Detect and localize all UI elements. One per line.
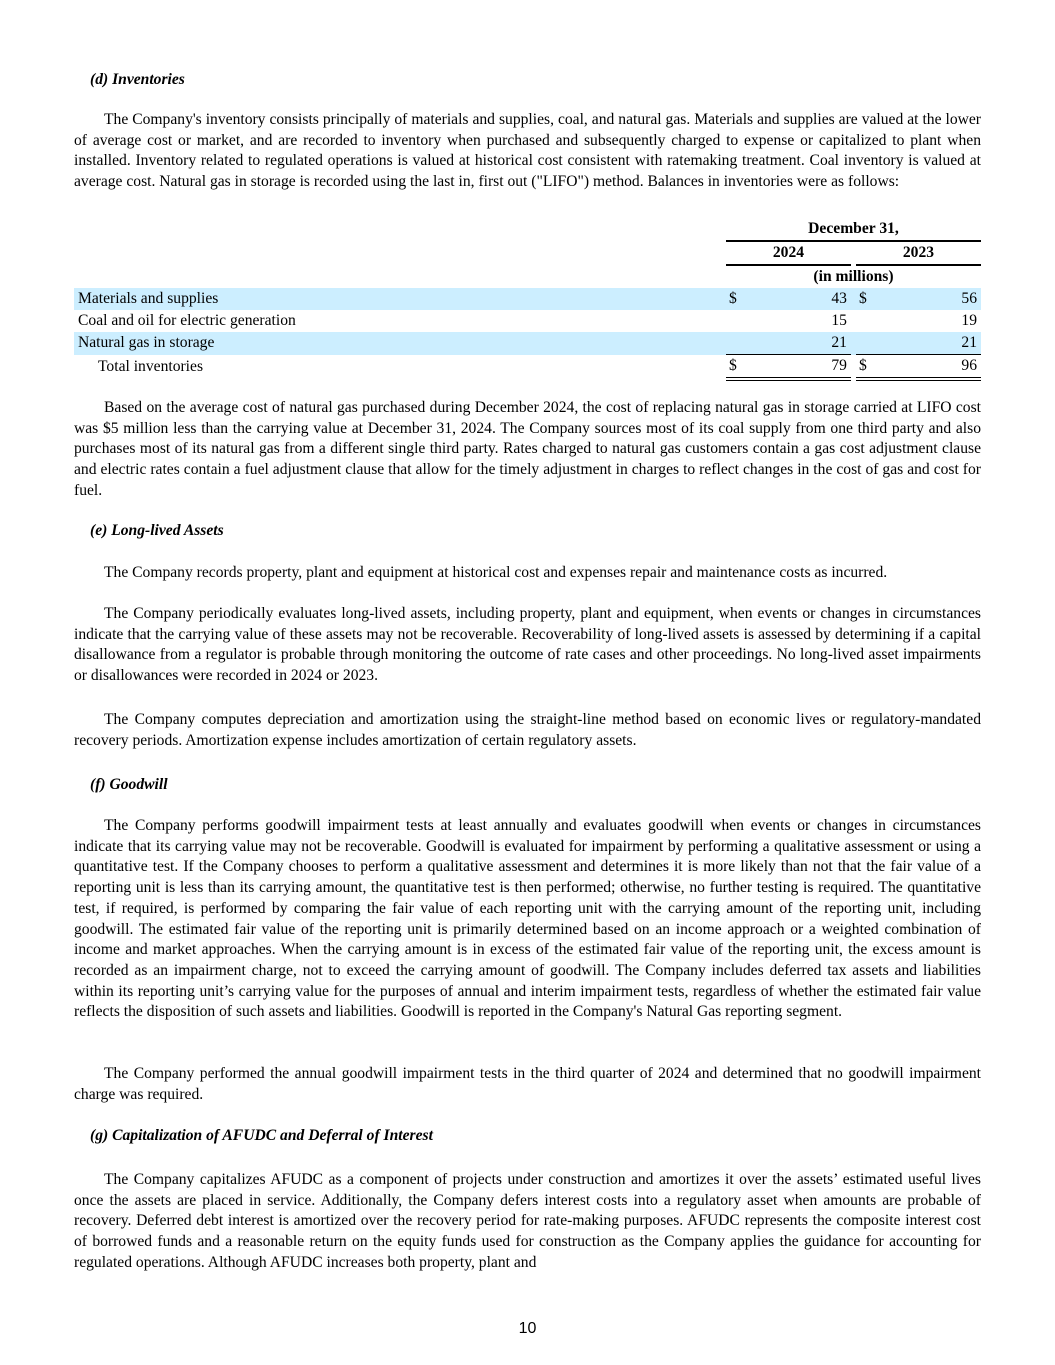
value-2024: 43 (745, 288, 851, 310)
paragraph: The Company's inventory consists principally of materials and supplies, coal, and natural gas. Materials and supplies are valued at the lower of average cost or market, and are recorded to inventory when purchased and subsequently charged to expense or capitalized to plant when installed. Inventory related to regulated operations is valued at historical cost consistent with ratemaking treatment. Coal inventory is valued at average cost. Natural gas in storage is recorded using the last in, first out ("LIFO") method. Balances in inventories were as follows: (74, 111, 981, 191)
paragraph: Based on the average cost of natural gas purchased during December 2024, the cost of replacing natural gas in storage carried at LIFO cost was $5 million less than the carrying value at December 31, 2024. The Company sources most of its coal supply from one third party and also purchases most of its natural gas from a different single third party. Rates charged to natural gas customers contain a gas cost adjustment clause and electric rates contain a fuel adjustment clause that allow for the timely adjustment in charges to reflect changes in the cost of gas and cost for fuel. (74, 399, 981, 499)
row-label: Materials and supplies (74, 288, 726, 310)
section-heading-inventories: (d) Inventories (90, 71, 185, 88)
column-2023: 2023 (856, 241, 981, 265)
section-heading-long-lived-assets: (e) Long-lived Assets (90, 522, 224, 539)
column-2024: 2024 (726, 241, 851, 265)
value-2023: 19 (961, 312, 977, 329)
table-row (74, 332, 981, 355)
paragraph: The Company periodically evaluates long-lived assets, including property, plant and equipment, when events or changes in circumstances indicate that the carrying value of these assets may not be recoverable. Recoverability of long-lived assets is assessed by determining if a capital disallowance from a regulator is probable through monitoring the outcome of rate cases and other proceedings. No long-lived asset impairments or disallowances were recorded in 2024 or 2023. (74, 605, 981, 685)
section-heading-afudc: (g) Capitalization of AFUDC and Deferral of Interest (90, 1127, 433, 1144)
value-2023: 96 (875, 355, 981, 380)
inventories-table (74, 218, 981, 381)
paragraph: The Company capitalizes AFUDC as a component of projects under construction and amortizes it over the assets’ estimated useful lives once the assets are placed in service. Additionally, the Company defers interest costs into a regulatory asset when amounts are probable of recovery. Deferred debt interest is amortized over the recovery period for rate-making purposes. AFUDC represents the composite interest cost of borrowed funds and a reasonable return on the equity funds used for construction as the Company applies the guidance for accounting for regulated operations. Although AFUDC increases both property, plant and (74, 1171, 981, 1271)
table-header-date: December 31, (726, 218, 981, 241)
paragraph: The Company performs goodwill impairment tests at least annually and evaluates goodwill when events or changes in circumstances indicate that its carrying value may not be recoverable. Goodwill is evaluated for impairment by performing a qualitative assessment or using a quantitative test. If the Company chooses to perform a qualitative assessment and determines it is more likely than not that the fair value of a reporting unit is less than its carrying amount, the quantitative test is then performed; otherwise, no further testing is required. The quantitative test, if required, is performed by comparing the fair value of each reporting unit with the carrying amount of the reporting unit, including goodwill. The estimated fair value of the reporting unit is primarily determined based on an income approach or a weighted combination of income and market approaches. When the carrying amount is in excess of the estimated fair value of the reporting unit, the excess amount is recorded as an impairment charge, not to exceed the carrying amount of goodwill. The Company includes deferred tax assets and liabilities within its reporting unit’s carrying value for the purposes of annual and interim impairment tests, regardless of whether the estimated fair value reflects the disposition of such assets and liabilities. Goodwill is reported in the Company's Natural Gas reporting segment. (74, 817, 981, 1021)
page-number: 10 (518, 1320, 537, 1337)
currency: $ (726, 288, 745, 310)
section-heading-goodwill: (f) Goodwill (90, 776, 168, 793)
row-label: Total inventories (98, 357, 204, 375)
currency: $ (856, 355, 875, 380)
table-row (74, 310, 981, 332)
table-units: (in millions) (813, 268, 894, 285)
paragraph: The Company records property, plant and equipment at historical cost and expenses repair and maintenance costs as incurred. (104, 564, 888, 581)
row-label: Coal and oil for electric generation (78, 312, 296, 329)
value-2023: 21 (875, 332, 981, 355)
currency: $ (856, 288, 875, 310)
row-label: Natural gas in storage (74, 332, 726, 355)
table-row (74, 288, 981, 310)
value-2024: 79 (745, 355, 851, 380)
value-2024: 15 (831, 312, 847, 329)
value-2023: 56 (875, 288, 981, 310)
table-row-total (74, 355, 981, 380)
currency: $ (726, 355, 745, 380)
paragraph: The Company performed the annual goodwill impairment tests in the third quarter of 2024 and determined that no goodwill impairment charge was required. (74, 1065, 981, 1103)
value-2024: 21 (745, 332, 851, 355)
paragraph: The Company computes depreciation and amortization using the straight-line method based on economic lives or regulatory-mandated recovery periods. Amortization expense includes amortization of certain regulatory assets. (74, 711, 981, 749)
